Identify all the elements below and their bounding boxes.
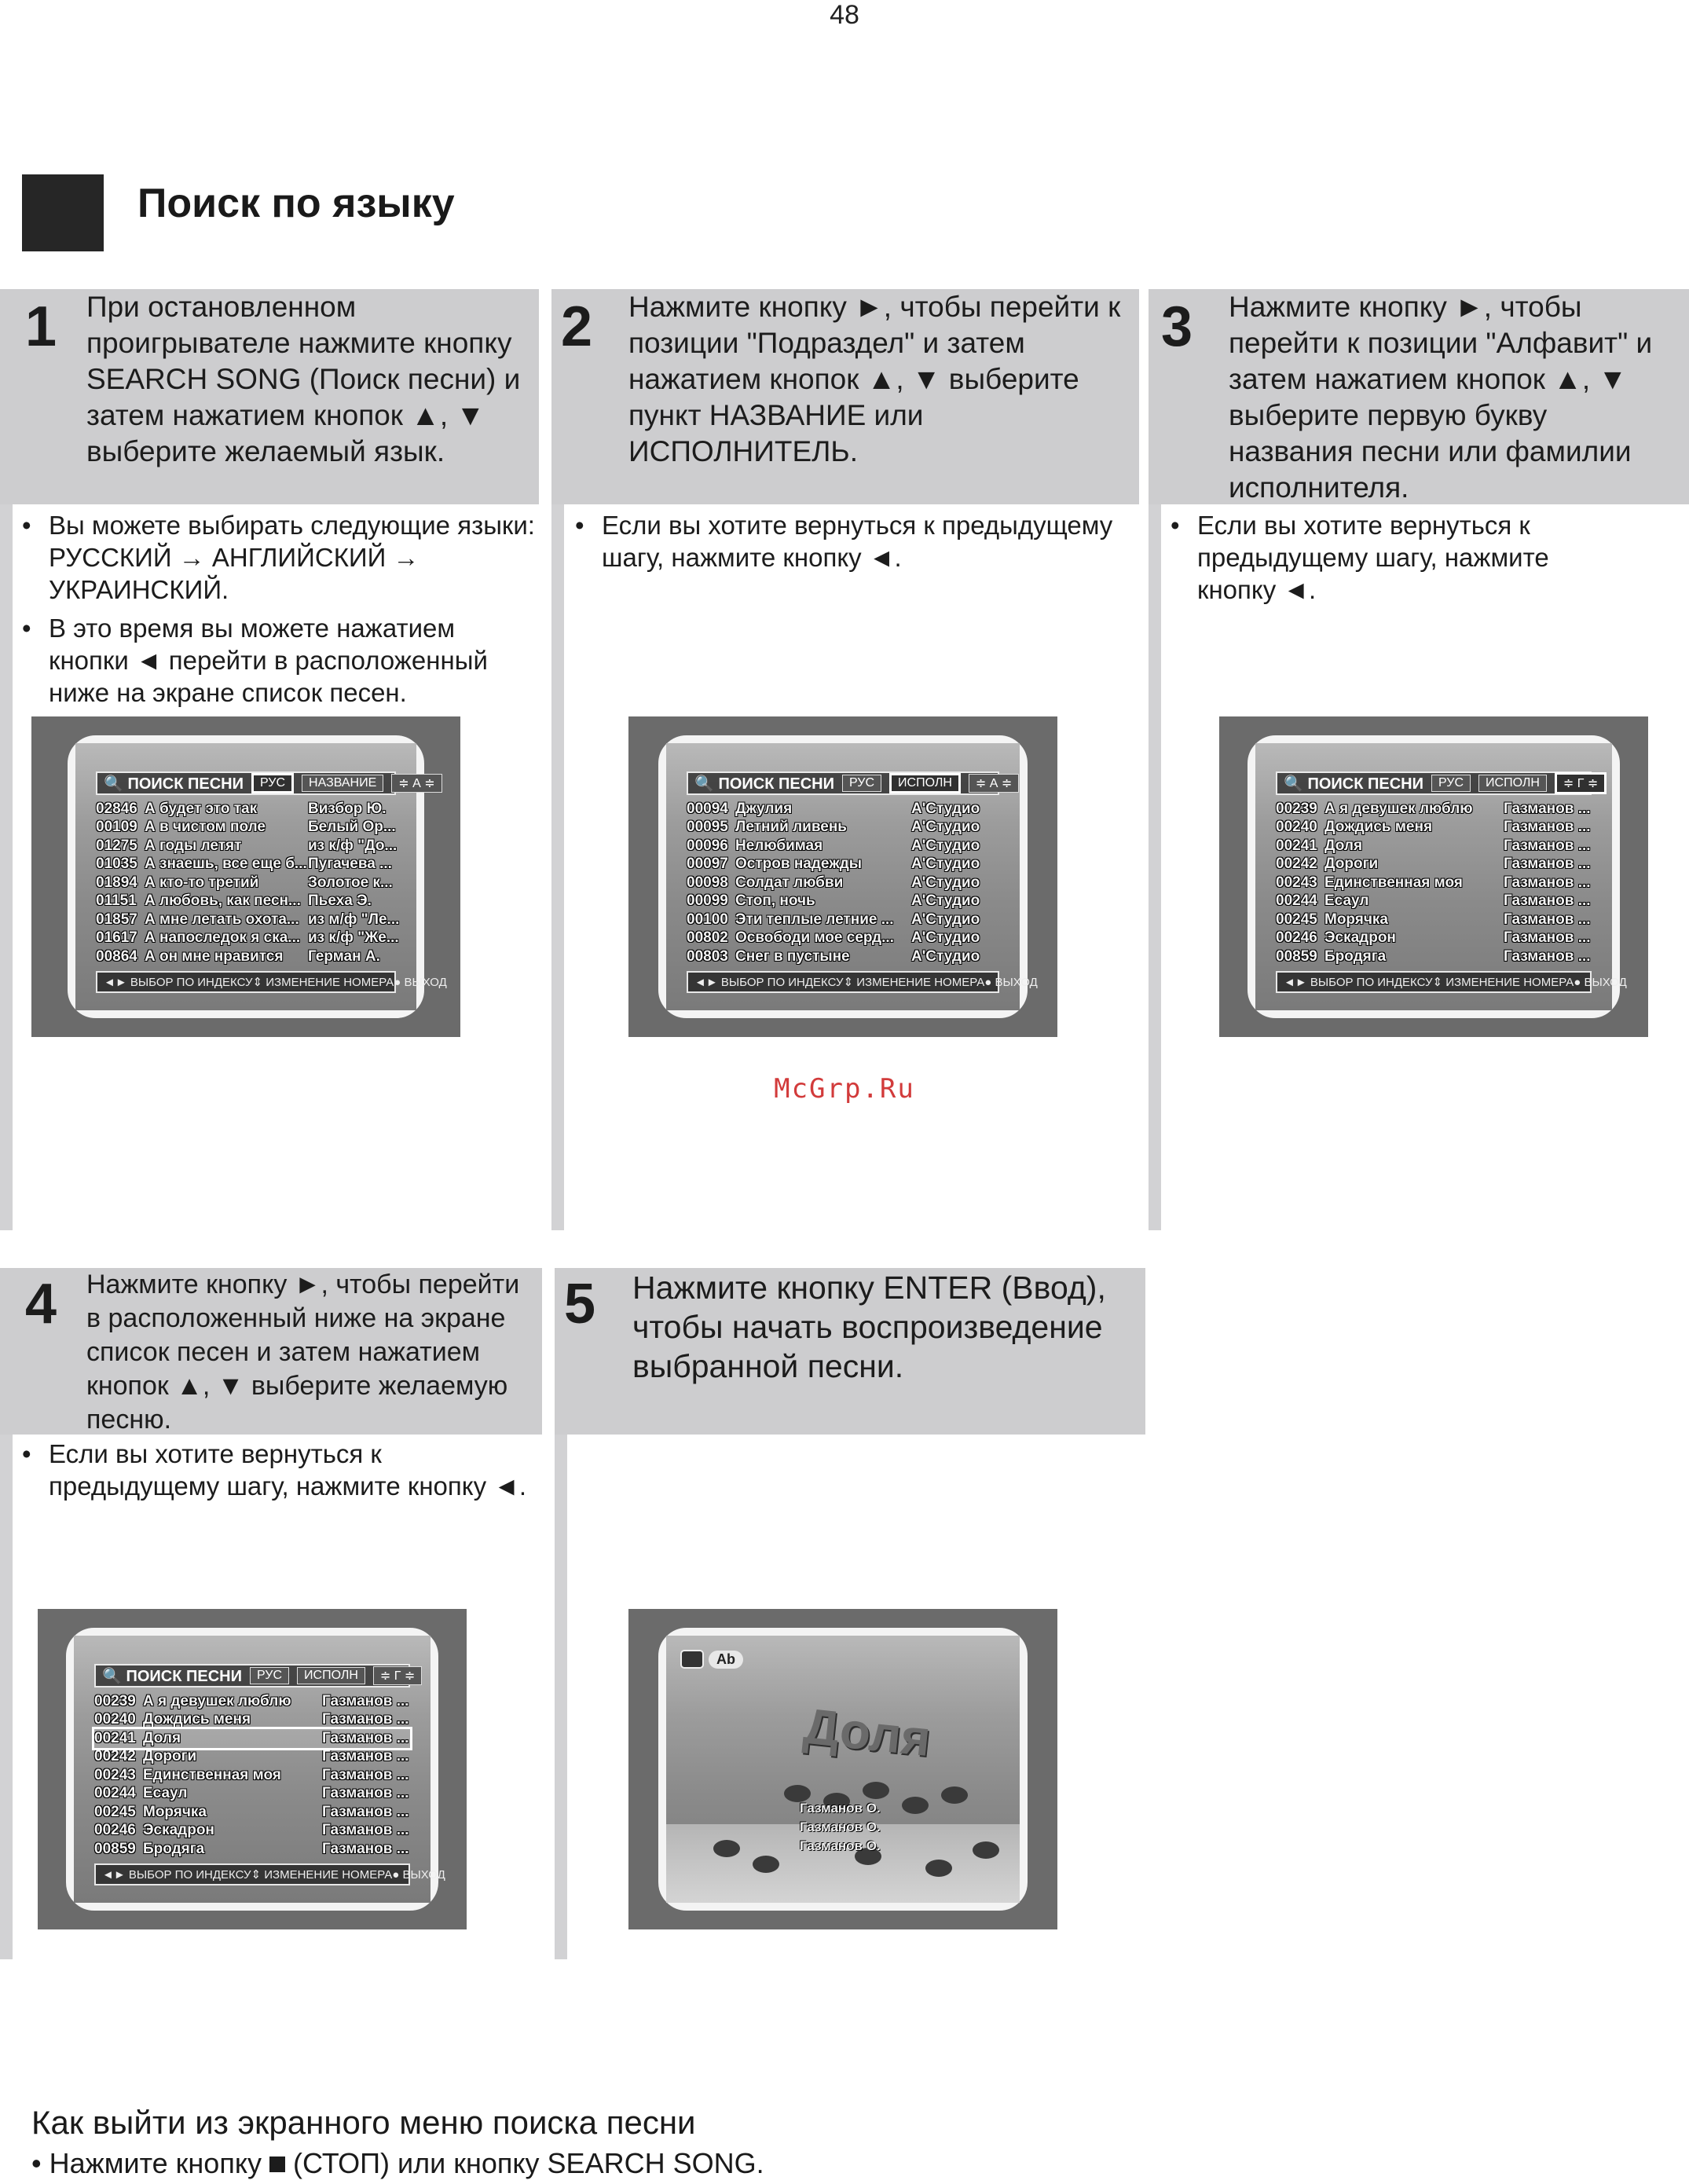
song-row[interactable]: 00245 Морячка Газманов ... [94, 1803, 409, 1820]
screen4-display [66, 1628, 445, 1911]
mic-icon [680, 1650, 704, 1669]
step1-number: 1 [25, 295, 57, 358]
alphabet-field[interactable]: ≑ Г ≑ [373, 1666, 422, 1685]
song-row[interactable]: 00095 Летний ливень А'Студио [687, 819, 980, 836]
pigeon-shape [753, 1856, 779, 1873]
song-row[interactable]: 00245 Морячка Газманов ... [1276, 911, 1591, 928]
song-row[interactable]: 00241 Доля Газманов ... [1276, 837, 1591, 854]
stop-icon [269, 2157, 285, 2172]
language-field[interactable]: РУС [250, 1667, 289, 1684]
song-row[interactable]: 00803 Снег в пустыне А'Студио [687, 947, 980, 965]
number-change-hint: ⇕ ИЗМЕНЕНИЕ НОМЕРА [843, 976, 985, 989]
alphabet-field[interactable]: ≑ Г ≑ [1555, 772, 1607, 794]
song-search-panel [1276, 771, 1627, 993]
exit-hint: ● ВЫХОД [984, 975, 1038, 989]
category-field[interactable]: НАЗВАНИЕ [302, 775, 383, 792]
category-field[interactable]: ИСПОЛН [1478, 775, 1547, 792]
page-number: 48 [830, 0, 859, 30]
exit-text-after: (СТОП) или кнопку SEARCH SONG. [284, 2147, 764, 2179]
song-row[interactable]: 00094 Джулия А'Студио [687, 800, 980, 817]
pigeon-shape [784, 1785, 811, 1802]
song-list [1276, 800, 1592, 966]
song-search-panel [96, 771, 447, 993]
step2-instruction: Нажмите кнопку ►, чтобы перейти к позиции "Подраздел" и затем нажатием кнопок ▲, ▼ выберите пункт НАЗВАНИЕ или ИСПОЛНИТЕЛЬ. [628, 291, 1121, 467]
pigeon-shape [713, 1840, 740, 1857]
song-row[interactable]: 00109 А в чистом поле Белый Ор... [96, 819, 396, 836]
song-row[interactable]: 01275 А годы летят из к/ф "До... [96, 837, 398, 854]
category-field[interactable]: ИСПОЛН [297, 1667, 365, 1684]
language-field[interactable]: РУС [842, 775, 881, 792]
ab-badge: Ab [709, 1651, 743, 1669]
pigeon-shape [902, 1797, 929, 1814]
number-change-hint: ⇕ ИЗМЕНЕНИЕ НОМЕРА [1432, 976, 1574, 989]
search-title: 🔍 ПОИСК ПЕСНИ [1284, 775, 1423, 793]
song-row[interactable]: 00246 Эскадрон Газманов ... [94, 1822, 409, 1839]
category-field[interactable]: ИСПОЛН [889, 773, 961, 793]
index-select-hint: ◄► ВЫБОР ПО ИНДЕКСУ [102, 1867, 251, 1882]
screen5-tv [628, 1609, 1057, 1929]
step2-note: • Если вы хотите вернуться к предыдущему шагу, нажмите кнопку ◄. [575, 509, 1130, 573]
song-row[interactable]: 00100 Эти теплые летние ... А'Студио [687, 911, 980, 928]
song-row[interactable]: 01894 А кто-то третий Золотое к... [96, 874, 393, 891]
song-row[interactable]: 00243 Единственная моя Газманов ... [1276, 874, 1591, 891]
song-row[interactable]: 00098 Солдат любви А'Студио [687, 874, 980, 891]
number-change-hint: ⇕ ИЗМЕНЕНИЕ НОМЕРА [251, 1868, 393, 1882]
search-header [687, 771, 1013, 795]
step2-number: 2 [561, 295, 593, 358]
exit-hint: ● ВЫХОД [392, 1867, 445, 1882]
song-row[interactable]: 01857 А мне летать охота... из м/ф "Ле... [96, 911, 400, 928]
search-header [96, 771, 435, 795]
song-row[interactable]: 01151 А любовь, как песн... Пьеха Э. [96, 892, 372, 910]
step1-notes [22, 509, 540, 715]
step4-notes [22, 1438, 533, 1508]
playback-badge [680, 1650, 743, 1669]
alphabet-field[interactable]: ≑ А ≑ [391, 774, 441, 793]
screen1-display [68, 735, 447, 1018]
song-row[interactable]: 00099 Стоп, ночь А'Студио [687, 892, 980, 910]
alphabet-field[interactable]: ≑ А ≑ [969, 774, 1019, 793]
song-row[interactable]: 00242 Дороги Газманов ... [94, 1748, 409, 1765]
artist-credit: Газманов О. [800, 1838, 881, 1853]
screen4-tv [38, 1609, 467, 1929]
song-row[interactable]: 00240 Дождись меня Газманов ... [94, 1711, 409, 1728]
step1-note: • В это время вы можете нажатием кнопки ◄ перейти в расположенный ниже на экране список песен. [22, 612, 540, 709]
song-row[interactable]: 01617 А напоследок я ска... из к/ф "Же... [96, 929, 399, 947]
language-field[interactable]: РУС [251, 773, 294, 793]
exit-hint: ● ВЫХОД [1574, 975, 1627, 989]
song-row[interactable]: 00244 Есаул Газманов ... [94, 1785, 409, 1802]
song-row[interactable]: 00242 Дороги Газманов ... [1276, 856, 1591, 873]
exit-text-before: Нажмите кнопку [49, 2147, 269, 2179]
watermark: McGrp.Ru [774, 1073, 915, 1105]
step1-instruction: При остановленном проигрывателе нажмите кнопку SEARCH SONG (Поиск песни) и затем нажатием кнопок ▲, ▼ выберите желаемый язык. [86, 291, 521, 467]
screen1-tv [31, 716, 460, 1037]
step3-number: 3 [1161, 295, 1193, 358]
exit-menu-heading: Как выйти из экранного меню поиска песни [31, 2104, 696, 2141]
song-row[interactable]: 00859 Бродяга Газманов ... [94, 1840, 409, 1857]
song-row[interactable]: 00240 Дождись меня Газманов ... [1276, 819, 1591, 836]
exit-menu-instruction: • Нажмите кнопку (СТОП) или кнопку SEARCH SONG. [31, 2147, 764, 2179]
screen3-display [1248, 735, 1627, 1018]
index-select-hint: ◄► ВЫБОР ПО ИНДЕКСУ [104, 975, 253, 989]
song-row[interactable]: 00239 А я девушек люблю Газманов ... [94, 1692, 409, 1709]
song-row[interactable]: 00243 Единственная моя Газманов ... [94, 1766, 409, 1783]
section-marker [22, 174, 104, 251]
search-header [1276, 771, 1599, 795]
song-list [687, 800, 999, 966]
water-area [666, 1824, 1020, 1903]
search-footer [94, 1863, 445, 1885]
search-footer [96, 971, 447, 993]
song-row[interactable]: 00097 Остров надежды А'Студио [687, 856, 980, 873]
step2-notes [575, 509, 1130, 580]
song-row[interactable]: 00859 Бродяга Газманов ... [1276, 947, 1591, 965]
step3-notes [1171, 509, 1610, 612]
song-row[interactable]: 01035 А знаешь, все еще б... Пугачева ... [96, 856, 392, 873]
pigeon-shape [925, 1860, 952, 1877]
step5-instruction: Нажмите кнопку ENTER (Ввод), чтобы начать воспроизведение выбранной песни. [632, 1270, 1106, 1384]
search-footer [1276, 971, 1627, 993]
now-playing-title: Доля [801, 1697, 934, 1768]
song-row[interactable]: 00244 Есаул Газманов ... [1276, 892, 1591, 910]
exit-hint: ● ВЫХОД [394, 975, 447, 989]
screen5-display [658, 1628, 1028, 1911]
step4-number: 4 [25, 1273, 57, 1336]
index-select-hint: ◄► ВЫБОР ПО ИНДЕКСУ [694, 975, 844, 989]
search-title: 🔍 ПОИСК ПЕСНИ [102, 1667, 242, 1685]
step3-instruction: Нажмите кнопку ►, чтобы перейти к позиции "Алфавит" и затем нажатием кнопок ▲, ▼ выберите первую букву названия песни или фамилии исполнителя. [1229, 291, 1653, 504]
language-field[interactable]: РУС [1431, 775, 1471, 792]
pigeon-shape [863, 1782, 889, 1799]
step3-note: • Если вы хотите вернуться к предыдущему шагу, нажмите кнопку ◄. [1171, 509, 1610, 606]
song-row[interactable]: 00246 Эскадрон Газманов ... [1276, 929, 1591, 947]
screen2-tv [628, 716, 1057, 1037]
screen3-tv [1219, 716, 1648, 1037]
search-title: 🔍 ПОИСК ПЕСНИ [694, 775, 834, 793]
song-row[interactable]: 00802 Освободи мое серд... А'Студио [687, 929, 980, 947]
search-footer [687, 971, 1038, 993]
step4-instruction: Нажмите кнопку ►, чтобы перейти в расположенный ниже на экране список песен и затем нажатием кнопок ▲, ▼ выберите желаемую песню. [86, 1270, 520, 1435]
search-title: 🔍 ПОИСК ПЕСНИ [104, 775, 244, 793]
song-row[interactable]: 00864 А он мне нравится Герман А. [96, 947, 380, 965]
artist-credit: Газманов О. [800, 1801, 881, 1816]
song-search-panel [687, 771, 1038, 993]
artist-credit: Газманов О. [800, 1819, 881, 1834]
song-row[interactable]: 02846 А будет это так Визбор Ю. [96, 800, 387, 817]
song-search-panel [94, 1664, 445, 1885]
search-header [94, 1664, 416, 1687]
selected-song-row[interactable]: 00241 Доля Газманов ... [94, 1729, 409, 1746]
step5-number: 5 [564, 1273, 596, 1336]
song-list [96, 800, 400, 966]
section-title: Поиск по языку [137, 181, 455, 226]
screen2-display [658, 735, 1038, 1018]
song-row[interactable]: 00096 Нелюбимая А'Студио [687, 837, 980, 854]
number-change-hint: ⇕ ИЗМЕНЕНИЕ НОМЕРА [252, 976, 394, 989]
pigeon-shape [973, 1841, 999, 1859]
step4-note: • Если вы хотите вернуться к предыдущему шагу, нажмите кнопку ◄. [22, 1438, 533, 1502]
step1-note: • Вы можете выбирать следующие языки: РУССКИЙ → АНГЛИЙСКИЙ → УКРАИНСКИЙ. [22, 509, 540, 606]
pigeon-shape [941, 1786, 968, 1804]
song-list [94, 1692, 410, 1859]
song-row[interactable]: 00239 А я девушек люблю Газманов ... [1276, 800, 1591, 817]
index-select-hint: ◄► ВЫБОР ПО ИНДЕКСУ [1284, 975, 1433, 989]
